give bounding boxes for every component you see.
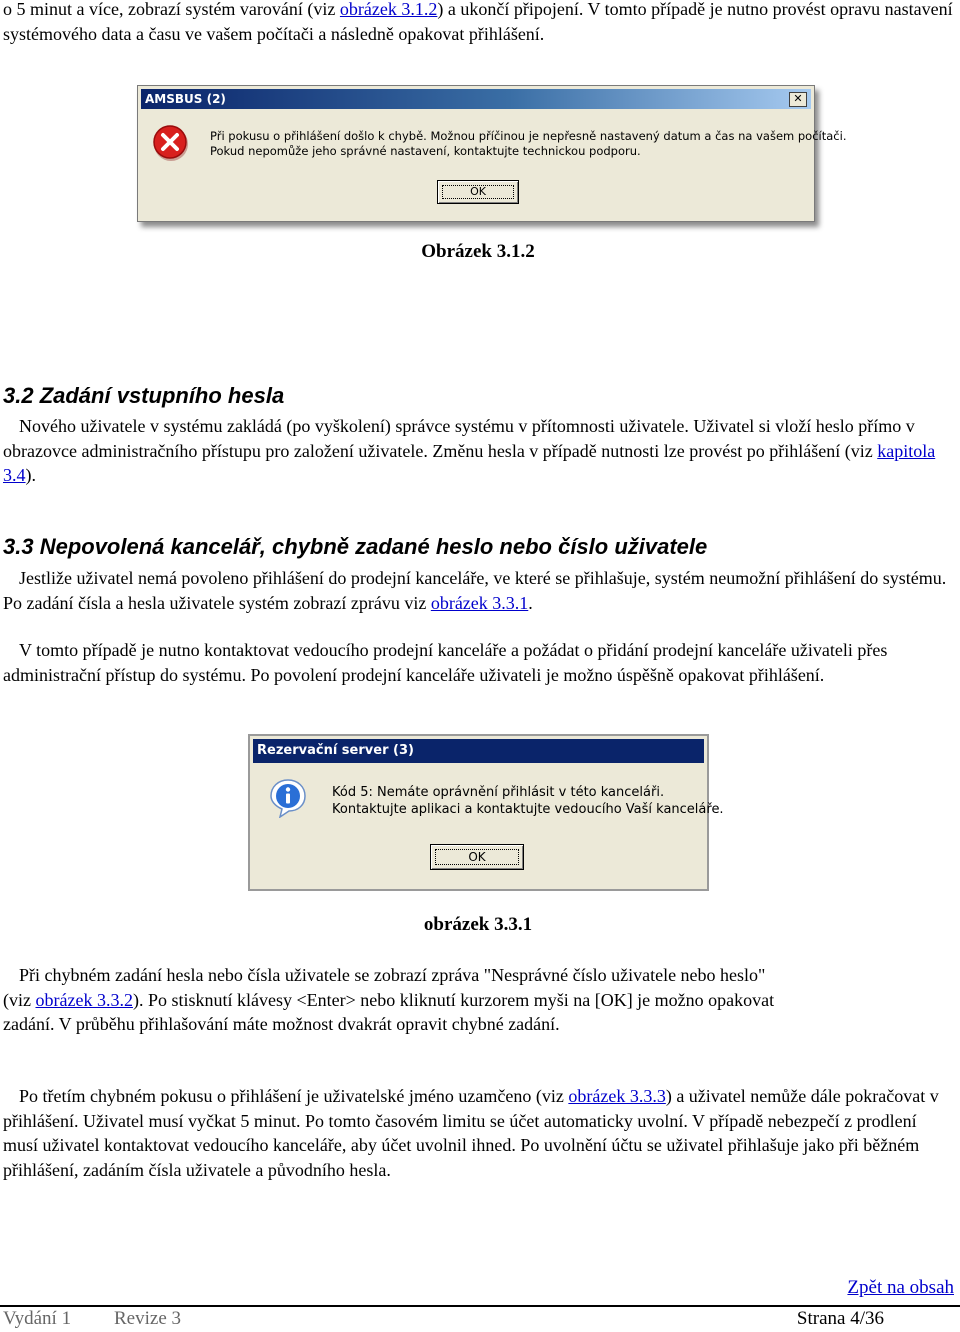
back-to-contents-link[interactable]: Zpět na obsah (847, 1277, 954, 1298)
paragraph-text: Po třetím chybném pokusu o přihlášení je uživatelské jméno uzamčeno (viz (19, 1086, 569, 1106)
heading-3-3: 3.3 Nepovolená kancelář, chybně zadané heslo nebo číslo uživatele (3, 534, 708, 559)
paragraph-text: Při chybném zadání hesla nebo čísla uživatele se zobrazí zpráva "Nesprávné číslo uživatele nebo heslo" (viz (3, 965, 766, 1010)
section-3-3-text-end: . (528, 592, 533, 613)
focus-rect (435, 849, 519, 865)
section-3-3-text: Jestliže uživatel nemá povoleno přihlášení do prodejní kanceláře, ve které se přihlašuje, systém neumožní přihlášení do systému. Po zadání čísla a hesla uživatele systém zobrazí zprávu viz (3, 568, 947, 613)
link-obrazek-3-3-3[interactable]: obrázek 3.3.3 (568, 1086, 666, 1106)
heading-3-2: 3.2 Zadání vstupního hesla (3, 383, 285, 408)
info-icon (268, 778, 308, 818)
footer-revision: Revize 3 (114, 1308, 182, 1329)
ok-label: OK (468, 850, 486, 864)
dialog-message-line2: Pokud nepomůže jeho správné nastavení, kontaktujte technickou podporu. (210, 144, 641, 158)
intro-paragraph (3, 0, 953, 46)
section-3-3-paragraph-2: V tomto případě je nutno kontaktovat vedoucího prodejní kanceláře a požádat o přidání prodejní kanceláře uživateli přes administrační přístup do systému. Po povolení prodejní kanceláře uživateli je možno úspěšně opakovat přihlášení. (3, 640, 888, 685)
error-dialog-screenshot (137, 85, 847, 222)
paragraph-text-end: ) a uživatel nemůže dále pokračovat v přihlášení. Uživatel musí vyčkat 5 minut. Po tomto časovém limitu se účet automaticky uvolní. V případě nebezpečí z prodlení musí uživatel kontaktovat vedoucího kanceláře, aby účet uvolnil ihned. Po uvolnění účtu se uživatel přihlašuje jako při běžném přihlášení, zadáním čísla uživatele a původního hesla. (3, 1086, 939, 1180)
dialog-title-bar (141, 89, 811, 109)
section-3-2-text-end: ). (25, 465, 36, 485)
paragraph-wrong-password (3, 963, 793, 1037)
section-3-3-paragraph-1 (3, 566, 948, 615)
focus-rect (442, 185, 514, 199)
close-icon: ✕ (789, 92, 807, 107)
dialog-message-line1: Kód 5: Nemáte oprávnění přihlásit v této kanceláři. (332, 785, 665, 800)
link-obrazek-3-3-1[interactable]: obrázek 3.3.1 (430, 592, 529, 613)
paragraph-account-locked (3, 1084, 948, 1182)
error-icon (152, 124, 190, 162)
ok-label: OK (470, 185, 486, 198)
footer-edition: Vydání 1 (3, 1308, 72, 1329)
figure-caption-3-1-2: Obrázek 3.1.2 (421, 241, 535, 262)
dialog-message-line2: Kontaktujte aplikaci a kontaktujte vedoucího Vaší kanceláře. (332, 802, 724, 817)
dialog-title-bar (253, 739, 704, 763)
ok-button (430, 844, 524, 870)
footer-divider (0, 1305, 960, 1307)
ok-button (437, 180, 519, 204)
section-3-2-paragraph (3, 414, 948, 488)
link-kapitola-3-4[interactable]: kapitola 3.4 (3, 440, 936, 485)
intro-text: o 5 minut a více, zobrazí systém varování (viz (3, 0, 340, 19)
section-3-2-text: Nového uživatele v systému zakládá (po vyškolení) správce systému v přítomnosti uživatele. Uživatel si vloží heslo přímo v obrazovce administračního přístupu pro založení uživatele. Změnu hesla v případě nutnosti lze provést po přihlášení (viz (3, 416, 915, 461)
link-obrazek-3-1-2[interactable]: obrázek 3.1.2 (339, 0, 438, 19)
figure-caption-3-3-1: obrázek 3.3.1 (423, 914, 533, 935)
paragraph-text-end: ). Po stisknutí klávesy <Enter> nebo kliknutí kurzorem myši na [OK] je možno opakovat zadání. V průběhu přihlašování máte možnost dvakrát opravit chybné zadání. (3, 989, 775, 1034)
intro-text-after: ) a ukončí připojení. V tomto případě je nutno provést opravu nastavení systémového data a času ve vašem počítači a následně opakovat přihlášení. (3, 0, 953, 44)
footer-page-number: Strana 4/36 (796, 1308, 884, 1329)
dialog-title: Rezervační server (3) (257, 743, 414, 758)
dialog-message-line1: Při pokusu o přihlášení došlo k chybě. Možnou příčinou je nepřesně nastavený datum a čas na vašem počítači. (210, 129, 847, 143)
dialog-title: AMSBUS (2) (145, 92, 226, 106)
link-obrazek-3-3-2[interactable]: obrázek 3.3.2 (35, 989, 133, 1010)
info-dialog-screenshot (248, 734, 724, 891)
